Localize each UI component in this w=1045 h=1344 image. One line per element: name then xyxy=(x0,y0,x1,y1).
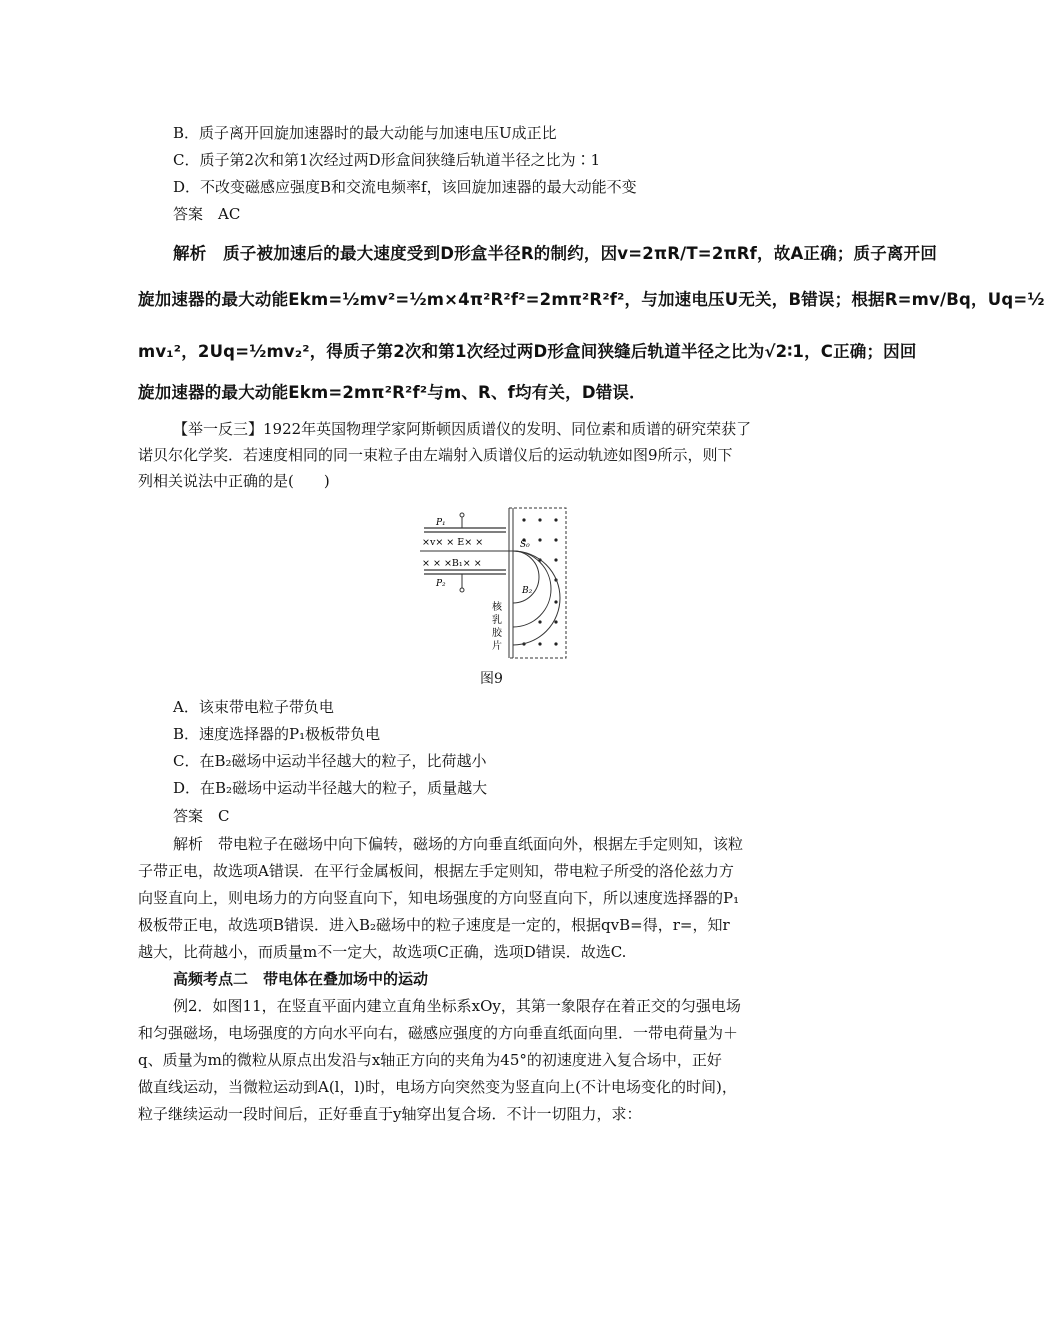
analysis-2-line-4: 极板带正电，故选项B错误．进入B₂磁场中的粒子速度是一定的，根据qvB=得，r=，知r xyxy=(138,916,730,934)
p1-terminal xyxy=(460,513,464,517)
option-d-1: D．不改变磁感应强度B和交流电频率f，该回旋加速器的最大动能不变 xyxy=(173,178,637,196)
answer-1: 答案 AC xyxy=(173,205,241,223)
example-2-line-5: 粒子继续运动一段时间后，正好垂直于y轴穿出复合场．不计一切阻力，求： xyxy=(138,1105,642,1123)
example-2-line-2: 和匀强磁场，电场强度的方向水平向右，磁感应强度的方向垂直纸面向里．一带电荷量为＋ xyxy=(138,1024,739,1042)
analysis-1-line-1: 解析 质子被加速后的最大速度受到D形盒半径R的制约，因v=2πR/T=2πRf，故A正确；质子离开回 xyxy=(173,244,938,263)
label-b2: B₂ xyxy=(522,586,533,596)
analysis-2-line-1: 解析 带电粒子在磁场中向下偏转，磁场的方向垂直纸面向外，根据左手定则知，该粒 xyxy=(173,835,744,853)
mass-spectrometer-figure xyxy=(418,506,568,661)
film-label-1: 核 xyxy=(492,602,502,613)
p2-terminal xyxy=(460,588,464,592)
example-2-line-3: q、质量为m的微粒从原点出发沿与x轴正方向的夹角为45°的初速度进入复合场中，正好 xyxy=(138,1051,722,1069)
label-s0: S₀ xyxy=(520,540,530,550)
option-c-1: C．质子第2次和第1次经过两D形盒间狭缝后轨道半径之比为∶1 xyxy=(173,151,601,169)
film-label-4: 片 xyxy=(492,641,502,652)
example-3-line-3: 列相关说法中正确的是( ) xyxy=(138,472,330,490)
field-row-2: × × ×B₁× × xyxy=(422,558,482,569)
field-dots xyxy=(522,518,557,645)
option-b-1: B．质子离开回旋加速器时的最大动能与加速电压U成正比 xyxy=(173,124,557,142)
example-3-line-1: 【举一反三】1922年英国物理学家阿斯顿因质谱仪的发明、同位素和质谱的研究荣获了 xyxy=(173,420,752,438)
option-a-2: A．该束带电粒子带负电 xyxy=(173,698,334,716)
option-c-2: C．在B₂磁场中运动半径越大的粒子，比荷越小 xyxy=(173,752,487,770)
film-label-3: 胶 xyxy=(492,628,502,639)
analysis-1-line-3: mv₁²，2Uq=½mv₂²，得质子第2次和第1次经过两D形盒间狭缝后轨道半径之比为√2∶1，C正确；因回 xyxy=(138,342,917,361)
example-3-line-2: 诺贝尔化学奖．若速度相同的同一束粒子由左端射入质谱仪后的运动轨迹如图9所示，则下 xyxy=(138,446,733,464)
analysis-1-line-4: 旋加速器的最大动能Ekm=2mπ²R²f²与m、R、f均有关，D错误． xyxy=(138,383,646,402)
example-2-line-4: 做直线运动，当微粒运动到A(l，l)时，电场方向突然变为竖直向上(不计电场变化的时间)， xyxy=(138,1078,737,1096)
figure-caption: 图9 xyxy=(480,671,503,687)
analysis-2-line-3: 向竖直向上，则电场力的方向竖直向下，知电场强度的方向竖直向下，所以速度选择器的P₁ xyxy=(138,889,740,907)
figure-drawing xyxy=(418,506,568,661)
field-row-1: ×v× × E× × xyxy=(422,537,484,548)
example-2-line-1: 例2．如图11，在竖直平面内建立直角坐标系xOy，其第一象限存在着正交的匀强电场 xyxy=(173,997,741,1015)
option-b-2: B．速度选择器的P₁极板带负电 xyxy=(173,725,381,743)
label-p2: P₂ xyxy=(436,579,446,589)
label-p1: P₁ xyxy=(436,518,446,528)
analysis-1-line-2: 旋加速器的最大动能Ekm=½mv²=½m×4π²R²f²=2mπ²R²f²，与加速电压U无关，B错误；根据R=mv/Bq，Uq=½ xyxy=(138,290,1045,309)
analysis-2-line-5: 越大，比荷越小，而质量m不一定大，故选项C正确，选项D错误．故选C. xyxy=(138,943,627,961)
analysis-2-line-2: 子带正电，故选项A错误．在平行金属板间，根据左手定则知，带电粒子所受的洛伦兹力方 xyxy=(138,862,734,880)
answer-2: 答案 C xyxy=(173,807,230,825)
option-d-2: D．在B₂磁场中运动半径越大的粒子，质量越大 xyxy=(173,779,488,797)
film-label-2: 乳 xyxy=(492,615,502,626)
section-heading: 高频考点二 带电体在叠加场中的运动 xyxy=(173,970,429,988)
